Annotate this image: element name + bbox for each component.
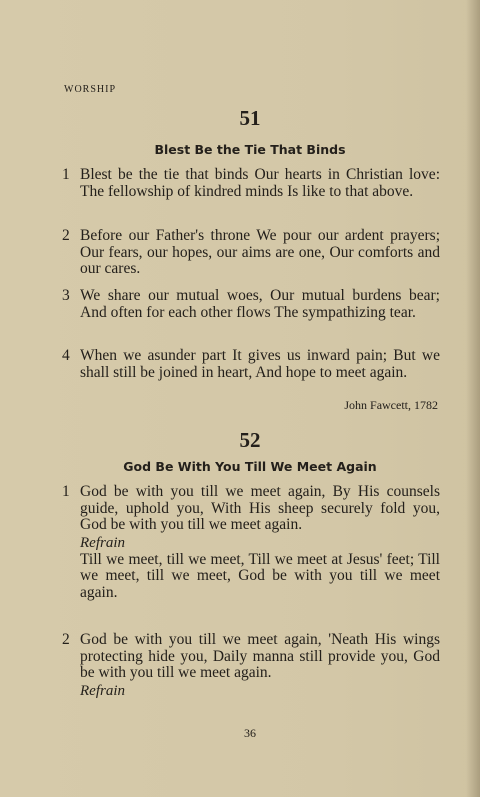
verse xyxy=(62,632,440,700)
verse-text: Before our Father's throne We pour our ardent prayers; Our fears, our hopes, our aims are one, Our comforts and our cares. xyxy=(80,227,440,277)
hymn-attribution: John Fawcett, 1782 xyxy=(344,398,438,412)
verse-number: 2 xyxy=(62,227,70,244)
verse xyxy=(62,228,440,278)
refrain-label: Refrain xyxy=(80,534,125,551)
refrain-label: Refrain xyxy=(80,682,125,699)
verse-text: God be with you till we meet again, 'Neath His wings protecting hide you, Daily manna still provide you, God be with you till we meet again. xyxy=(80,631,440,681)
section-label: WORSHIP xyxy=(64,84,117,95)
verse-number: 3 xyxy=(62,287,70,304)
verse xyxy=(62,348,440,381)
hymn-title: God Be With You Till We Meet Again xyxy=(123,459,377,474)
verse-number: 2 xyxy=(62,631,70,648)
hymn-number: 52 xyxy=(239,428,261,452)
verse-text: When we asunder part It gives us inward pain; But we shall still be joined in heart, And hope to meet again. xyxy=(80,347,440,381)
verse xyxy=(62,484,440,601)
verse xyxy=(62,167,440,200)
verse-text: God be with you till we meet again, By His counsels guide, uphold you, With His sheep securely fold you, God be with you till we meet again. xyxy=(80,483,440,533)
verse-text: We share our mutual woes, Our mutual burdens bear; And often for each other flows The sympathizing tear. xyxy=(80,287,440,321)
refrain-text: Till we meet, till we meet, Till we meet at Jesus' feet; Till we meet, till we meet, God be with you till we meet again. xyxy=(80,550,440,601)
verse xyxy=(62,288,440,321)
page-number: 36 xyxy=(244,726,256,740)
hymn-number: 51 xyxy=(239,106,261,130)
verse-number: 1 xyxy=(62,166,70,183)
verse-number: 4 xyxy=(62,347,70,364)
verse-text: Blest be the tie that binds Our hearts in Christian love: The fellowship of kindred minds Is like to that above. xyxy=(80,166,440,200)
verse-number: 1 xyxy=(62,483,70,500)
hymn-title: Blest Be the Tie That Binds xyxy=(154,142,346,157)
